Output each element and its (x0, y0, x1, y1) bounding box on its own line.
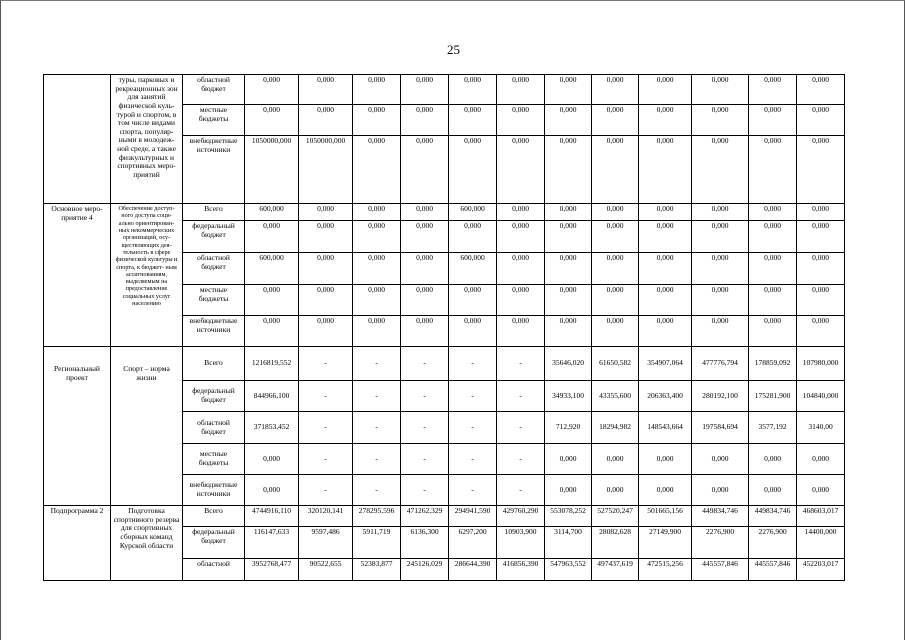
value-cell: 90522,655 (299, 559, 353, 581)
value-cell: 6297,200 (449, 527, 497, 559)
value-cell: 449834,746 (749, 506, 797, 527)
group-label-cell: Основное меро- приятие 4 (44, 204, 111, 347)
funding-source-cell: местные бюджеты (183, 285, 245, 316)
value-cell: 468603,017 (797, 506, 845, 527)
value-cell: 1050000,000 (299, 136, 353, 204)
value-cell: 0,000 (299, 105, 353, 136)
value-cell: - (449, 381, 497, 412)
value-cell: 0,000 (545, 204, 592, 221)
value-cell: 14400,000 (797, 527, 845, 559)
value-cell: - (401, 412, 449, 444)
value-cell: 0,000 (353, 75, 401, 105)
value-cell: - (299, 412, 353, 444)
value-cell: 0,000 (797, 475, 845, 506)
value-cell: 0,000 (639, 253, 692, 285)
value-cell: 0,000 (639, 75, 692, 105)
value-cell: 0,000 (401, 253, 449, 285)
value-cell: 0,000 (545, 285, 592, 316)
value-cell: 0,000 (639, 105, 692, 136)
value-cell: 0,000 (353, 204, 401, 221)
value-cell: 0,000 (245, 105, 299, 136)
budget-table (43, 74, 845, 581)
value-cell: - (401, 475, 449, 506)
value-cell: 0,000 (299, 221, 353, 253)
value-cell: 445557,846 (692, 559, 749, 581)
value-cell: 3952768,477 (245, 559, 299, 581)
value-cell: 0,000 (692, 253, 749, 285)
value-cell: 0,000 (797, 204, 845, 221)
value-cell: 0,000 (692, 136, 749, 204)
table-row (44, 204, 845, 221)
value-cell: 0,000 (749, 75, 797, 105)
value-cell: 0,000 (592, 75, 639, 105)
value-cell: 280192,100 (692, 381, 749, 412)
value-cell: - (353, 347, 401, 381)
value-cell: 294941,590 (449, 506, 497, 527)
value-cell: 286644,390 (449, 559, 497, 581)
value-cell: 104840,000 (797, 381, 845, 412)
funding-source-cell: областной бюджет (183, 412, 245, 444)
value-cell: 0,000 (497, 136, 545, 204)
funding-source-cell: Всего (183, 347, 245, 381)
value-cell: 0,000 (497, 253, 545, 285)
value-cell: 0,000 (401, 204, 449, 221)
value-cell: 0,000 (245, 285, 299, 316)
value-cell: 452203,017 (797, 559, 845, 581)
value-cell: 4744916,110 (245, 506, 299, 527)
value-cell: 10903,900 (497, 527, 545, 559)
value-cell: 0,000 (797, 316, 845, 347)
funding-source-cell: местные бюджеты (183, 105, 245, 136)
value-cell: 0,000 (353, 316, 401, 347)
value-cell: 0,000 (592, 444, 639, 475)
value-cell: - (449, 444, 497, 475)
value-cell: 0,000 (299, 285, 353, 316)
value-cell: 0,000 (545, 221, 592, 253)
value-cell: 0,000 (545, 105, 592, 136)
value-cell: 0,000 (299, 75, 353, 105)
value-cell: 0,000 (545, 75, 592, 105)
funding-source-cell: Всего (183, 204, 245, 221)
funding-source-cell: Всего (183, 506, 245, 527)
value-cell: 0,000 (797, 253, 845, 285)
value-cell: 0,000 (692, 221, 749, 253)
value-cell: 0,000 (639, 316, 692, 347)
event-description-cell: туры, парковых и рекреационных зон для занятий физической куль- турой и спортом, в том числе видами спорта, популяр- ными в молодеж- ной среде, а также физкультурных и спортивных меро- приятий (111, 75, 183, 204)
value-cell: - (497, 381, 545, 412)
value-cell: 527520,247 (592, 506, 639, 527)
value-cell: - (497, 412, 545, 444)
value-cell: 2276,900 (749, 527, 797, 559)
value-cell: 0,000 (592, 221, 639, 253)
value-cell: 0,000 (245, 221, 299, 253)
value-cell: 501665,156 (639, 506, 692, 527)
value-cell: 600,000 (245, 204, 299, 221)
value-cell: 0,000 (497, 75, 545, 105)
value-cell: 0,000 (545, 136, 592, 204)
value-cell: 52383,877 (353, 559, 401, 581)
value-cell: 9597,486 (299, 527, 353, 559)
value-cell: 0,000 (401, 136, 449, 204)
value-cell: 0,000 (449, 316, 497, 347)
value-cell: 0,000 (692, 316, 749, 347)
value-cell: 3577,192 (749, 412, 797, 444)
funding-source-cell: местные бюджеты (183, 444, 245, 475)
value-cell: 600,000 (449, 253, 497, 285)
value-cell: 497437,619 (592, 559, 639, 581)
value-cell: 0,000 (639, 444, 692, 475)
value-cell: 34933,100 (545, 381, 592, 412)
value-cell: 2276,900 (692, 527, 749, 559)
value-cell: 61650,582 (592, 347, 639, 381)
value-cell: 0,000 (449, 221, 497, 253)
value-cell: 28082,628 (592, 527, 639, 559)
value-cell: - (299, 347, 353, 381)
group-label-cell: Подпрограмма 2 (44, 506, 111, 581)
value-cell: 0,000 (545, 444, 592, 475)
value-cell: 0,000 (497, 285, 545, 316)
value-cell: - (401, 347, 449, 381)
value-cell: - (299, 475, 353, 506)
value-cell: 0,000 (639, 475, 692, 506)
value-cell: 547963,552 (545, 559, 592, 581)
value-cell: - (353, 412, 401, 444)
funding-source-cell: областной (183, 559, 245, 581)
funding-source-cell: областной бюджет (183, 75, 245, 105)
funding-source-cell: внебюджетные источники (183, 316, 245, 347)
value-cell: 0,000 (299, 316, 353, 347)
value-cell: 429760,290 (497, 506, 545, 527)
value-cell: 0,000 (299, 253, 353, 285)
value-cell: 0,000 (245, 316, 299, 347)
value-cell: 0,000 (797, 444, 845, 475)
value-cell: 5911,719 (353, 527, 401, 559)
value-cell: 0,000 (449, 105, 497, 136)
value-cell: 0,000 (749, 444, 797, 475)
funding-source-cell: федеральный бюджет (183, 221, 245, 253)
value-cell: 3140,00 (797, 412, 845, 444)
value-cell: - (353, 381, 401, 412)
value-cell: 320120,141 (299, 506, 353, 527)
value-cell: 0,000 (401, 285, 449, 316)
funding-source-cell: внебюджетные источники (183, 136, 245, 204)
value-cell: 0,000 (592, 316, 639, 347)
value-cell: 0,000 (749, 105, 797, 136)
value-cell: 0,000 (639, 285, 692, 316)
value-cell: 0,000 (401, 316, 449, 347)
value-cell: 0,000 (353, 253, 401, 285)
value-cell: 1050000,000 (245, 136, 299, 204)
table-row (44, 506, 845, 527)
value-cell: 0,000 (797, 136, 845, 204)
value-cell: 471262,329 (401, 506, 449, 527)
value-cell: - (449, 347, 497, 381)
value-cell: 0,000 (749, 316, 797, 347)
value-cell: 600,000 (449, 204, 497, 221)
value-cell: 0,000 (797, 105, 845, 136)
value-cell: 278295,596 (353, 506, 401, 527)
value-cell: 0,000 (749, 285, 797, 316)
value-cell: 43355,600 (592, 381, 639, 412)
value-cell: 0,000 (692, 475, 749, 506)
value-cell: - (353, 475, 401, 506)
value-cell: 0,000 (545, 316, 592, 347)
value-cell: 477776,794 (692, 347, 749, 381)
value-cell: 0,000 (797, 285, 845, 316)
value-cell: 0,000 (497, 221, 545, 253)
value-cell: 712,920 (545, 412, 592, 444)
value-cell: - (449, 475, 497, 506)
value-cell: 0,000 (545, 475, 592, 506)
value-cell: 0,000 (749, 253, 797, 285)
value-cell: 175281,900 (749, 381, 797, 412)
value-cell: 18294,982 (592, 412, 639, 444)
value-cell: 0,000 (401, 221, 449, 253)
value-cell: 0,000 (592, 475, 639, 506)
value-cell: 0,000 (639, 221, 692, 253)
value-cell: - (401, 381, 449, 412)
value-cell: 0,000 (749, 475, 797, 506)
value-cell: 206363,400 (639, 381, 692, 412)
value-cell: 844966,100 (245, 381, 299, 412)
value-cell: 445557,846 (749, 559, 797, 581)
value-cell: 0,000 (401, 75, 449, 105)
value-cell: - (497, 347, 545, 381)
value-cell: 0,000 (692, 285, 749, 316)
value-cell: 0,000 (749, 204, 797, 221)
value-cell: 449834,746 (692, 506, 749, 527)
value-cell: - (497, 444, 545, 475)
value-cell: 116147,633 (245, 527, 299, 559)
value-cell: 148543,664 (639, 412, 692, 444)
value-cell: 0,000 (449, 285, 497, 316)
value-cell: 553078,252 (545, 506, 592, 527)
value-cell: 0,000 (401, 105, 449, 136)
value-cell: 354907,064 (639, 347, 692, 381)
value-cell: 0,000 (639, 204, 692, 221)
event-description-cell: Подготовка спортивного резерва для спортивных сборных команд Курской области (111, 506, 183, 581)
value-cell: 107980,000 (797, 347, 845, 381)
value-cell: 0,000 (353, 105, 401, 136)
funding-source-cell: федеральный бюджет (183, 527, 245, 559)
value-cell: 0,000 (592, 136, 639, 204)
page-number: 25 (447, 42, 460, 57)
event-description-cell: Обеспечение доступ- ного доступа соци- ально ориентирован- ных некоммерческих организаций, осу- ществляющих дея- тельность в сфере физической культуры и спорта, к бюджет- ным ассигнованиям, выделяемым на предоставление социальных услуг населению (111, 204, 183, 347)
value-cell: 0,000 (299, 204, 353, 221)
value-cell: 27149,900 (639, 527, 692, 559)
value-cell: 0,000 (797, 75, 845, 105)
value-cell: 0,000 (692, 204, 749, 221)
value-cell: 0,000 (449, 136, 497, 204)
table-row (44, 75, 845, 105)
group-label-cell: Региональный проект (44, 347, 111, 506)
value-cell: 0,000 (497, 204, 545, 221)
value-cell: 0,000 (592, 105, 639, 136)
value-cell: 600,000 (245, 253, 299, 285)
value-cell: - (299, 381, 353, 412)
funding-source-cell: федеральный бюджет (183, 381, 245, 412)
value-cell: 0,000 (449, 75, 497, 105)
value-cell: - (497, 475, 545, 506)
value-cell: 197584,694 (692, 412, 749, 444)
value-cell: 371853,452 (245, 412, 299, 444)
value-cell: 0,000 (245, 475, 299, 506)
group-label-cell (44, 75, 111, 204)
value-cell: 0,000 (245, 75, 299, 105)
value-cell: - (449, 412, 497, 444)
funding-source-cell: внебюджетные источники (183, 475, 245, 506)
value-cell: 0,000 (592, 204, 639, 221)
value-cell: 0,000 (497, 105, 545, 136)
value-cell: 1216819,552 (245, 347, 299, 381)
value-cell: 0,000 (797, 221, 845, 253)
value-cell: 0,000 (592, 253, 639, 285)
value-cell: 35646,020 (545, 347, 592, 381)
value-cell: 0,000 (749, 221, 797, 253)
value-cell: 0,000 (692, 105, 749, 136)
value-cell: - (299, 444, 353, 475)
value-cell: - (353, 444, 401, 475)
value-cell: 0,000 (497, 316, 545, 347)
value-cell: 416856,390 (497, 559, 545, 581)
value-cell: 0,000 (639, 136, 692, 204)
value-cell: 0,000 (692, 444, 749, 475)
value-cell: 0,000 (545, 253, 592, 285)
value-cell: 0,000 (353, 221, 401, 253)
value-cell: 472515,256 (639, 559, 692, 581)
event-description-cell: Спорт – норма жизни (111, 347, 183, 506)
funding-source-cell: областной бюджет (183, 253, 245, 285)
value-cell: 6136,300 (401, 527, 449, 559)
value-cell: 0,000 (353, 136, 401, 204)
value-cell: 0,000 (353, 285, 401, 316)
value-cell: 3114,700 (545, 527, 592, 559)
value-cell: 0,000 (245, 444, 299, 475)
value-cell: 0,000 (592, 285, 639, 316)
value-cell: 0,000 (749, 136, 797, 204)
value-cell: 0,000 (692, 75, 749, 105)
value-cell: 245126,029 (401, 559, 449, 581)
value-cell: 178859,092 (749, 347, 797, 381)
value-cell: - (401, 444, 449, 475)
table-row (44, 347, 845, 381)
